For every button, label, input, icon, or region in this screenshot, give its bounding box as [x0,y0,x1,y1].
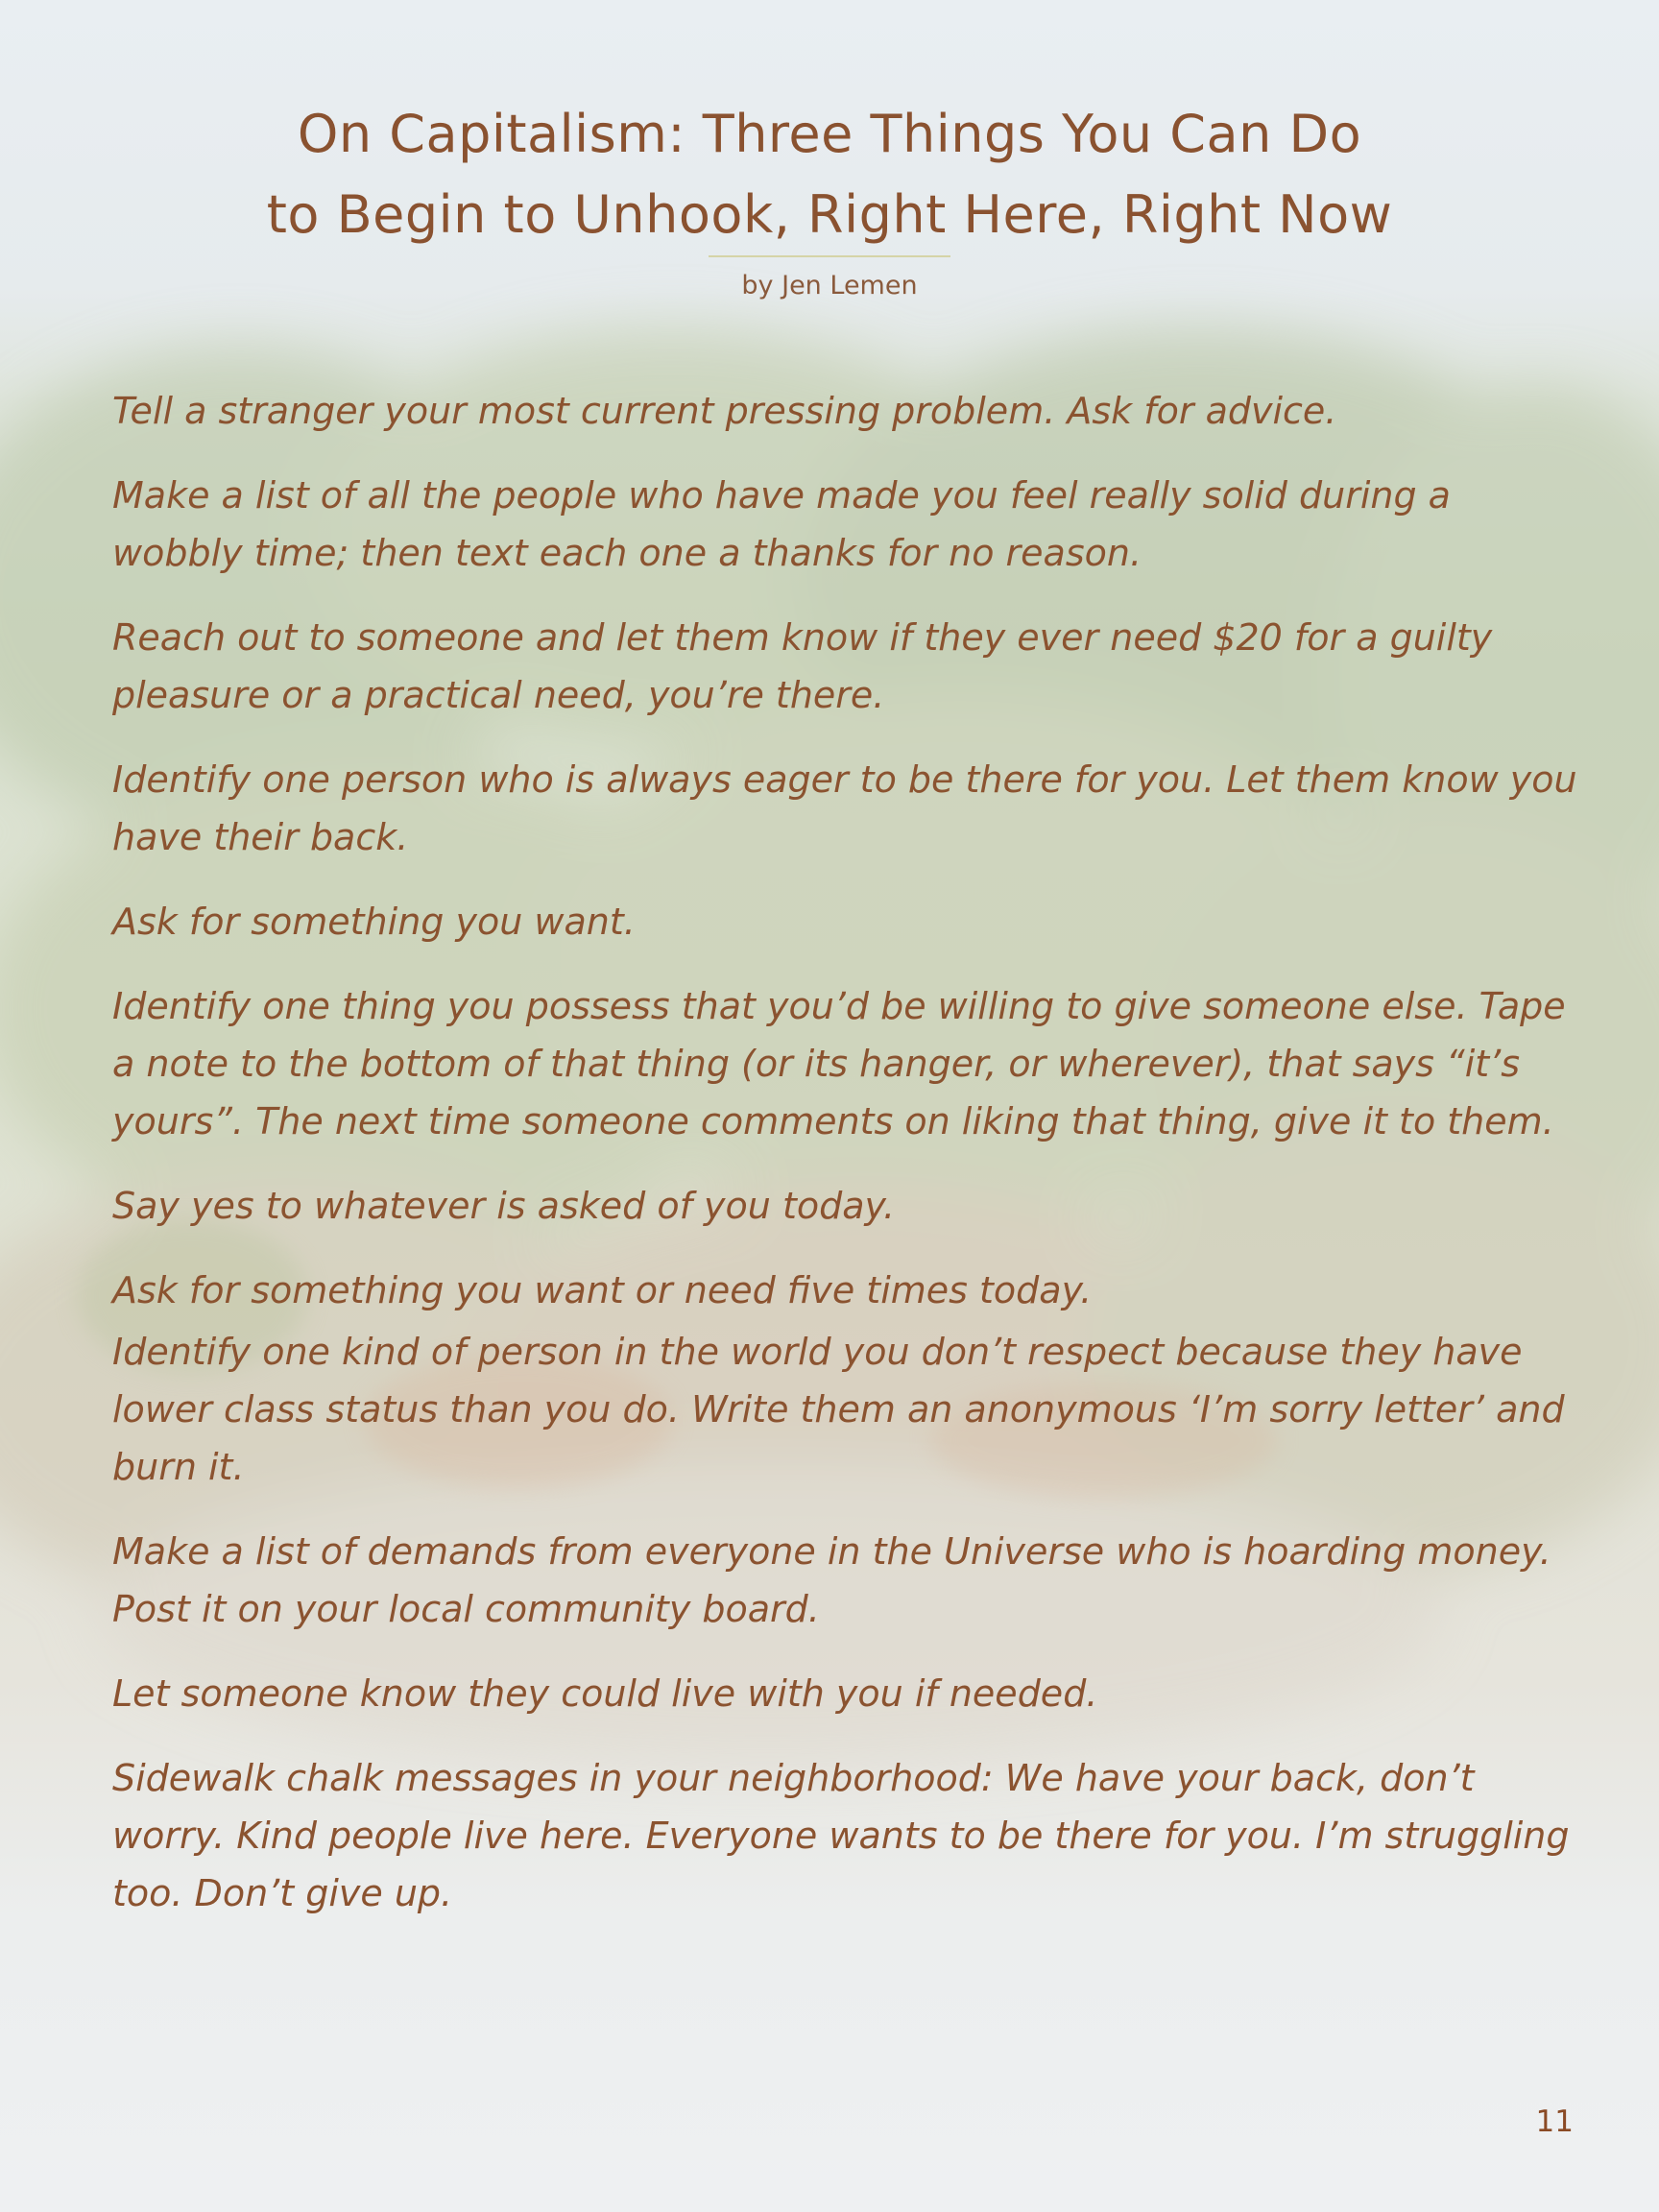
title-divider [709,255,950,257]
author-byline: by Jen Lemen [741,271,918,301]
suggestion-item: Make a list of all the people who have made you feel really solid during a wobbly time; then text each one a thanks for no reason. [112,474,1451,574]
suggestion-item: Tell a stranger your most current pressing problem. Ask for advice. [112,390,1337,432]
suggestion-item: Ask for something you want or need five times today. [112,1269,1093,1311]
suggestion-list [112,382,1591,1949]
suggestion-item: Identify one thing you possess that you’d be willing to give someone else. Tape a note to the bottom of that thing (or its hanger, or wherever), that says “it’s yours”. The next time someone comments on liking that thing, give it to them. [112,985,1566,1142]
page-title [0,94,1659,255]
suggestion-item: Make a list of demands from everyone in the Universe who is hoarding money. Post it on your local community board. [112,1530,1551,1630]
title-line-1: On Capitalism: Three Things You Can Do [297,104,1362,164]
suggestion-item: Let someone know they could live with you if needed. [112,1672,1098,1715]
page-number: 11 [1535,2104,1574,2139]
suggestion-item: Ask for something you want. [112,901,636,943]
suggestion-item: Reach out to someone and let them know if they ever need $20 for a guilty pleasure or a practical need, you’re there. [112,616,1493,716]
title-line-2: to Begin to Unhook, Right Here, Right Now [266,184,1393,245]
suggestion-item: Say yes to whatever is asked of you today. [112,1185,896,1227]
suggestion-item: Identify one person who is always eager to be there for you. Let them know you have their back. [112,758,1577,858]
suggestion-item: Identify one kind of person in the world you don’t respect because they have lower class status than you do. Write them an anonymous ‘I’m sorry letter’ and burn it. [112,1331,1565,1488]
suggestion-item: Sidewalk chalk messages in your neighborhood: We have your back, don’t worry. Kind people live here. Everyone wants to be there for you. I’m struggling too. Don’t give up. [112,1757,1570,1914]
